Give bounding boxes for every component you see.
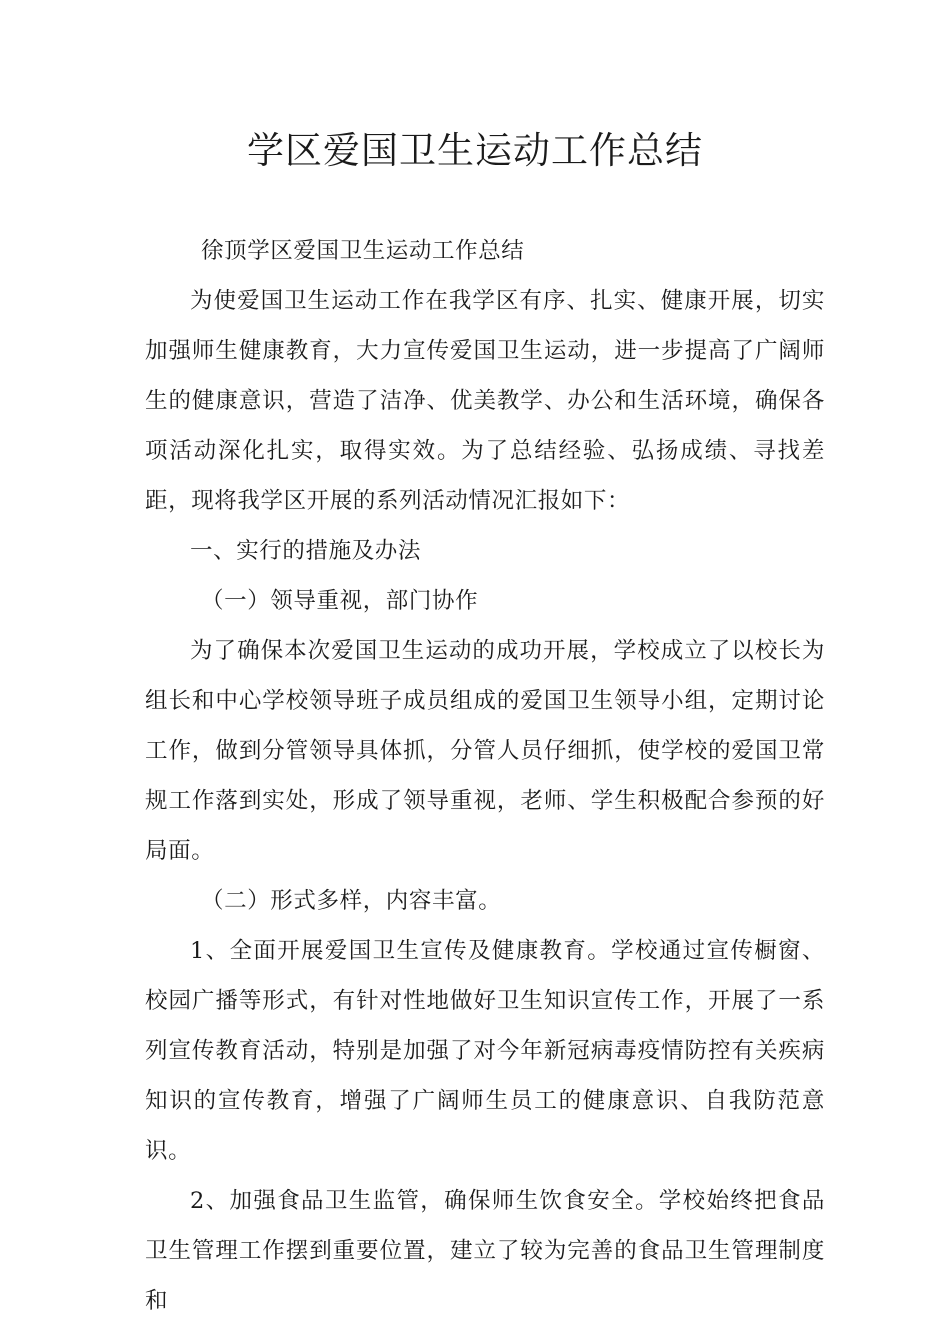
paragraph-leadership: 为了确保本次爱国卫生运动的成功开展，学校成立了以校长为组长和中心学校领导班子成员组成的爱国卫生领导小组，定期讨论工作，做到分管领导具体抓，分管人员仔细抓，使学校的爱国卫常规工作落到实处，形成了领导重视，老师、学生积极配合参预的好局面。 <box>145 638 825 864</box>
paragraph-intro: 为使爱国卫生运动工作在我学区有序、扎实、健康开展，切实加强师生健康教育，大力宣传爱国卫生运动，进一步提高了广阔师生的健康意识，营造了洁净、优美教学、办公和生活环境，确保各项活动深化扎实，取得实效。为了总结经验、弘扬成绩、寻找差距，现将我学区开展的系列活动情况汇报如下： <box>145 288 825 514</box>
document-body <box>145 226 825 1326</box>
subsection-heading-forms: （二）形式多样，内容丰富。 <box>201 888 502 914</box>
section-heading-measures: 一、实行的措施及办法 <box>190 538 422 564</box>
paragraph-publicity: 1、全面开展爱国卫生宣传及健康教育。学校通过宣传橱窗、校园广播等形式，有针对性地做好卫生知识宣传工作，开展了一系列宣传教育活动，特别是加强了对今年新冠病毒疫情防控有关疾病知识的宣传教育，增强了广阔师生员工的健康意识、自我防范意识。 <box>145 938 825 1164</box>
document-title: 学区爱国卫生运动工作总结 <box>247 129 703 172</box>
subsection-heading-leadership: （一）领导重视，部门协作 <box>201 588 479 614</box>
paragraph-subtitle: 徐顶学区爱国卫生运动工作总结 <box>201 238 525 264</box>
paragraph-food-safety: 2、加强食品卫生监管，确保师生饮食安全。学校始终把食品卫生管理工作摆到重要位置，建立了较为完善的食品卫生管理制度和 <box>145 1188 825 1314</box>
